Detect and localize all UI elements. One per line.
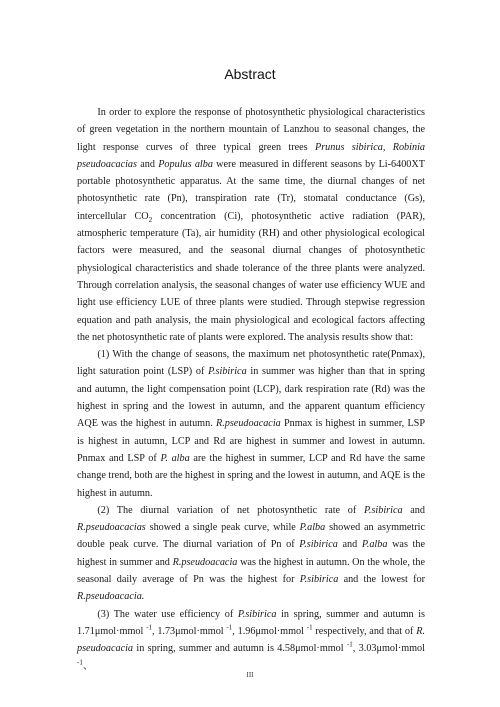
subscript: 2 xyxy=(148,215,153,224)
text-run: 、 xyxy=(82,660,94,672)
italic-term: R.pseudoacacia. xyxy=(77,591,145,603)
text-run: and xyxy=(337,539,362,551)
text-run: in spring, summer and autumn is 4.58μmol·mmol xyxy=(133,643,347,655)
text-run: concentration (Ci), photosynthetic active radiation (PAR), atmospheric temperature (Ta), air humidity (RH) and other physiological ecological factors were measured, and the seasonal diurnal changes of photosynthetic physiological characteristics and shade tolerance of the three plants were analyzed. Through correlation analysis, the seasonal changes of water use efficiency WUE and light use efficiency LUE of three plants were studied. Through stepwise regression equation and path analysis, the main physiological and ecological factors affecting the net photosynthetic rate of plants were explored. The analysis results show that: xyxy=(77,210,425,343)
italic-term: P.sibirica xyxy=(208,366,247,378)
italic-term: Populus alba xyxy=(158,158,213,170)
italic-term: P.sibirica xyxy=(299,574,339,586)
italic-term: P.alba xyxy=(299,522,326,534)
text-run: was the highest in autumn. On the whole, the seasonal daily average of Pn was the highest for xyxy=(77,556,425,586)
text-run: In order to explore the response of photosynthetic physiological characteristics of green vegetation in the northern mountain of Lanzhou to seasonal changes, the light response curves of three typical green trees xyxy=(77,107,425,153)
italic-term: Prunus sibirica, Robinia pseudoacacias xyxy=(77,141,425,170)
superscript: -1 xyxy=(226,623,233,632)
abstract-body xyxy=(77,104,425,675)
text-run: , 1.73μmol·mmol xyxy=(151,625,227,637)
text-run: (2) The diurnal variation of net photosynthetic rate of xyxy=(97,504,364,516)
italic-term: R. pseudoacacia xyxy=(77,625,425,655)
superscript: -1 xyxy=(77,658,83,667)
text-run: and xyxy=(402,504,425,516)
text-run: Pnmax is highest in summer, LSP is highest in autumn, LCP and Rd are highest in summer and lowest in autumn. Pnmax and LSP of xyxy=(77,418,425,464)
text-run: in summer was higher than that in spring and autumn, the light compensation point (LCP), dark respiration rate (Rd) was the highest in spring and the lowest in autumn, and the apparent quantum efficiency AQE was the highest in autumn. xyxy=(77,366,426,430)
italic-term: P.sibirica xyxy=(363,504,403,516)
text-run: and xyxy=(136,158,159,170)
superscript: -1 xyxy=(306,623,313,632)
text-run: was the highest in summer and xyxy=(77,539,425,568)
italic-term: R.pseudoacacias xyxy=(77,522,146,534)
superscript: -1 xyxy=(346,640,353,649)
abstract-paragraph xyxy=(77,104,425,346)
italic-term: P.sibirica xyxy=(299,539,338,551)
italic-term: R.pseudoacacia xyxy=(215,418,281,430)
abstract-paragraph xyxy=(77,346,425,502)
text-run: (3) The water use efficiency of xyxy=(97,608,238,620)
superscript: -1 xyxy=(146,623,152,632)
abstract-paragraph xyxy=(77,606,425,675)
italic-term: P.alba xyxy=(361,539,388,551)
text-run: , 3.03μmol·mmol xyxy=(352,643,425,655)
italic-term: P.sibirica xyxy=(237,608,277,620)
italic-term: P. alba xyxy=(160,452,190,464)
page-number: III xyxy=(246,671,254,679)
text-run: showed a single peak curve, while xyxy=(145,522,300,534)
text-run: are the highest in summer, LCP and Rd have the same change trend, both are the highest in spring and the lowest in autumn, and AQE is the highest in autumn. xyxy=(77,452,425,499)
text-run: and the lowest for xyxy=(338,574,425,586)
text-run: , 1.96μmol·mmol xyxy=(232,625,307,637)
italic-term: R.pseudoacacia xyxy=(172,556,238,568)
text-run: in spring, summer and autumn is 1.71μmol·mmol xyxy=(77,608,426,637)
text-run: (1) With the change of seasons, the maximum net photosynthetic rate(Pnmax), light saturation point (LSP) of xyxy=(77,349,425,378)
page-title: Abstract xyxy=(224,66,276,82)
text-run: showed an asymmetric double peak curve. The diurnal variation of Pn of xyxy=(77,522,426,551)
text-run: respectively, and that of xyxy=(312,625,417,637)
abstract-paragraph xyxy=(77,502,425,606)
text-run: were measured in different seasons by Li-6400XT portable photosynthetic apparatus. At the same time, the diurnal changes of net photosynthetic rate (Pn), transpiration rate (Tr), stomatal conductance (Gs), intercellular CO xyxy=(77,158,425,222)
